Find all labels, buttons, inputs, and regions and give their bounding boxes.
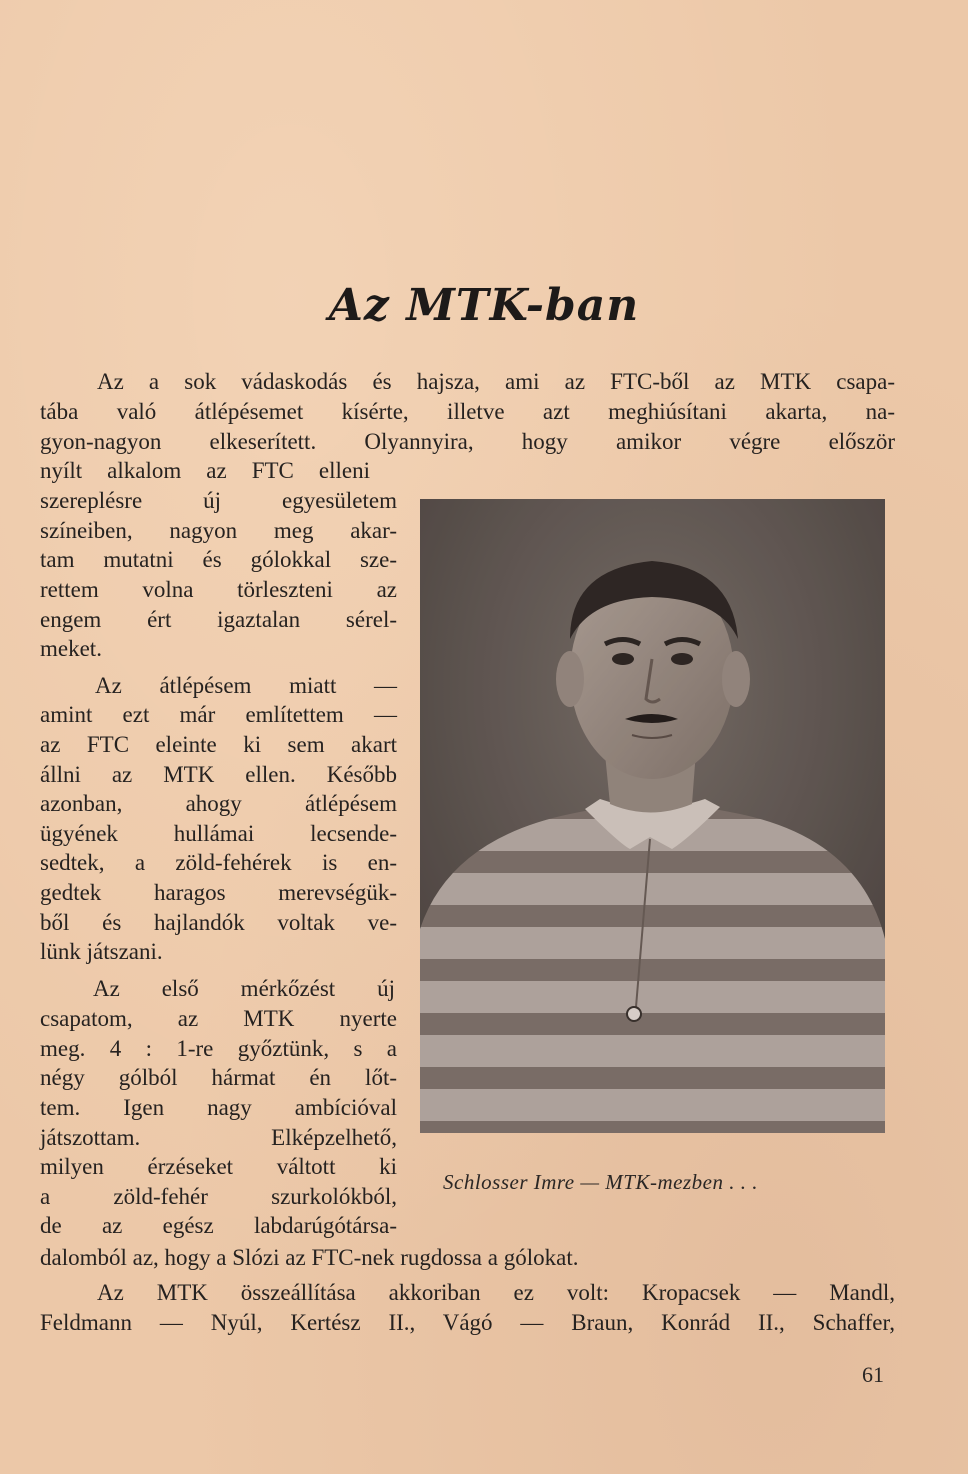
text-line: négy gólból hármat én lőt- xyxy=(40,1065,397,1090)
text-line: gyon-nagyon elkeserített. Olyannyira, hogy amikor végre először xyxy=(40,429,895,454)
text-line: engem ért igaztalan sérel- xyxy=(40,607,397,632)
text-line: lünk játszani. xyxy=(40,939,163,964)
text-line: sedtek, a zöld-fehérek is en- xyxy=(40,850,397,875)
player-photo xyxy=(420,499,885,1133)
text-line: meg. 4 : 1-re győztünk, s a xyxy=(40,1036,397,1061)
text-line: Az a sok vádaskodás és hajsza, ami az FTC-ből az MTK csapa- xyxy=(97,369,895,394)
text-line: ügyének hullámai lecsende- xyxy=(40,821,397,846)
text-line: az FTC eleinte ki sem akart xyxy=(40,732,397,757)
text-line: tem. Igen nagy ambícióval xyxy=(40,1095,397,1120)
text-line: a zöld-fehér szurkolókból, xyxy=(40,1184,397,1209)
text-line: nyílt alkalom az FTC elleni xyxy=(40,458,370,483)
text-line: Feldmann — Nyúl, Kertész II., Vágó — Braun, Konrád II., Schaffer, xyxy=(40,1310,895,1335)
text-line: tam mutatni és gólokkal sze- xyxy=(40,547,397,572)
text-line: ből és hajlandók voltak ve- xyxy=(40,910,397,935)
photo-caption: Schlosser Imre — MTK-mezben . . . xyxy=(443,1170,758,1194)
text-line: színeiben, nagyon meg akar- xyxy=(40,518,397,543)
text-line: meket. xyxy=(40,636,102,661)
chapter-title: Az MTK-ban xyxy=(328,280,640,331)
text-line: amint ezt már említettem — xyxy=(40,702,397,727)
text-line: de az egész labdarúgótársa- xyxy=(40,1213,397,1238)
text-line: Az átlépésem miatt — xyxy=(95,673,397,698)
text-line: milyen érzéseket váltott ki xyxy=(40,1154,397,1179)
text-line: Az első mérkőzést új xyxy=(93,976,395,1001)
text-line: Az MTK összeállítása akkoriban ez volt: Kropacsek — Mandl, xyxy=(97,1280,895,1305)
text-line: gedtek haragos merevségük- xyxy=(40,880,397,905)
page-number: 61 xyxy=(862,1362,884,1387)
text-line: rettem volna törleszteni az xyxy=(40,577,397,602)
text-line: állni az MTK ellen. Később xyxy=(40,762,397,787)
text-line: szereplésre új egyesületem xyxy=(40,488,397,513)
text-line: csapatom, az MTK nyerte xyxy=(40,1006,397,1031)
text-line: játszottam. Elképzelhető, xyxy=(40,1125,397,1150)
text-line: dalomból az, hogy a Slózi az FTC-nek rugdossa a gólokat. xyxy=(40,1245,579,1270)
text-line: azonban, ahogy átlépésem xyxy=(40,791,397,816)
text-line: tába való átlépésemet kísérte, illetve azt meghiúsítani akarta, na- xyxy=(40,399,895,424)
